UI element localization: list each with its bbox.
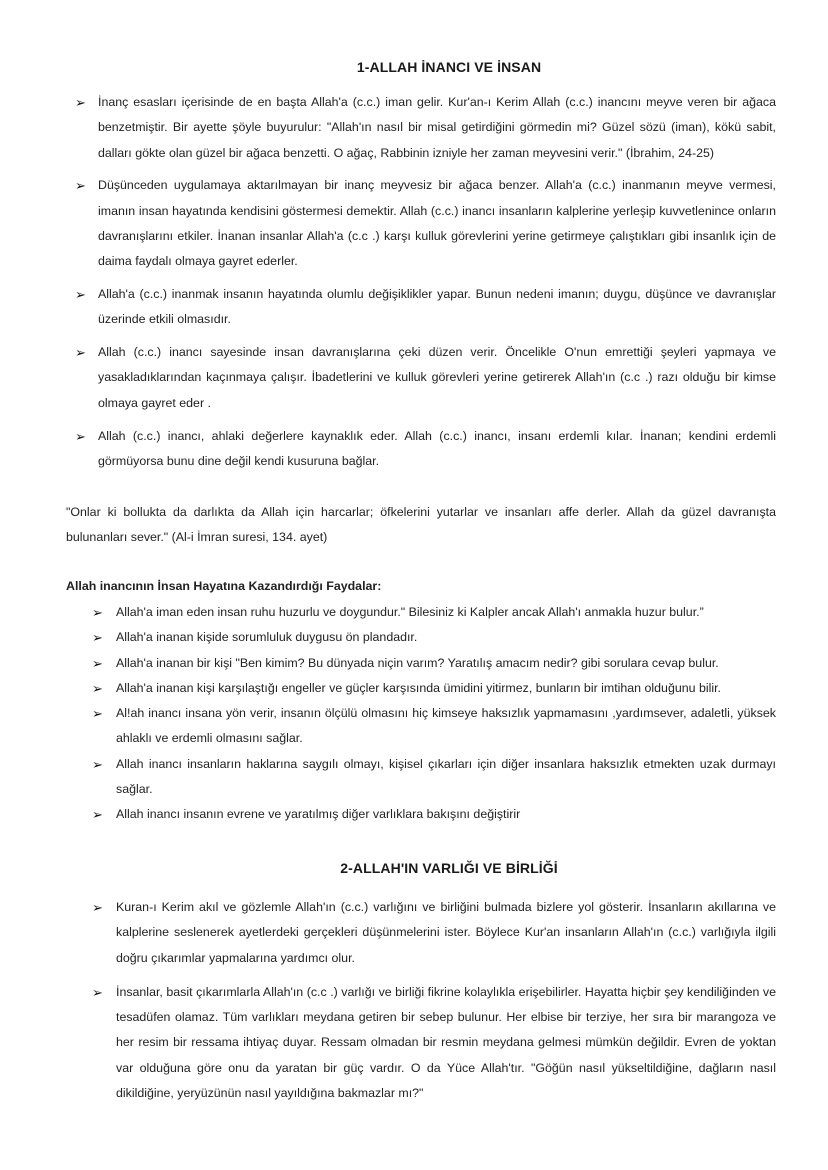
list-item xyxy=(92,600,776,625)
list-item-text: Allah'a inanan kişide sorumluluk duygusu ön plandadır. xyxy=(116,630,418,645)
list-item xyxy=(92,701,776,752)
list-item-text: Allah'a iman eden insan ruhu huzurlu ve doygundur." Bilesiniz ki Kalpler ancak Allah'ı anmakla huzur bulur.” xyxy=(116,605,704,619)
ayah-quote: "Onlar ki bollukta da darlıkta da Allah için harcarlar; öfkelerini yutarlar ve insanları affe derler. Allah da güzel davranışta bulunanları sever." (Al-i İmran suresi, 134. ayet) xyxy=(66,505,776,545)
list-item-text: Düşünceden uygulamaya aktarılmayan bir inanç meyvesiz bir ağaca benzer. Allah'a (c.c.) inanmanın meyve vermesi, imanın insan hayatında kendisini göstermesi demektir. Allah (c.c.) inancı insanların kalplerine yerleşip kuvvetlenince onların davranışlarını etkiler. İnanan insanlar Allah'a (c.c .) karşı kulluk görevlerini yerine getirmeye çalıştıkları gibi insanlık için de daima faydalı olmaya gayret ederler. xyxy=(98,178,776,269)
list-item-text: İnanç esasları içerisinde de en başta Allah'a (c.c.) iman gelir. Kur'an-ı Kerim Allah (c.c.) inancını meyve veren bir ağaca benzetmiştir. Bir ayette şöyle buyurulur: "Allah'ın nasıl bir misal getirdiğini görmedin mi? Güzel sözü (iman), kökü sabit, dalları gökte olan güzel bir ağaca benzetti. O ağaç, Rabbinin izniyle her zaman meyvesini verir." (İbrahim, 24-25) xyxy=(98,95,776,160)
list-item-text: İnsanlar, basit çıkarımlarla Allah'ın (c.c .) varlığı ve birliği fikrine kolaylıkla erişebilirler. Hayatta hiçbir şey kendiliğinden ve tesadüfen olamaz. Tüm varlıkları meydana getiren bir sebep bulunur. Her elbise bir terziye, her sıra bir marangoza ve her resim bir ressama ihtiyaç duyar. Ressam olmadan bir resmin meydana gelmesi mümkün değildir. Evren de yoktan var olduğuna göre onu da yaratan bir güç vardır. O da Yüce Allah'tır. "Göğün nasıl yükseltildiğine, dağların nasıl dikildiğine, yeryüzünün nasıl yayıldığına bakmazlar mı?" xyxy=(116,984,776,1101)
arrow-bullet-icon: ➢ xyxy=(75,287,86,303)
list-item-text: Allah'a inanan kişi karşılaştığı engeller ve güçler karşısında ümidini yitirmez, bunların bir imtihan olduğunu bilir. xyxy=(116,680,721,695)
list-item xyxy=(92,676,776,701)
list-item xyxy=(92,980,776,1106)
section-2-title: 2-ALLAH'IN VARLIĞI VE BİRLİĞİ xyxy=(340,860,558,876)
list-item xyxy=(92,802,776,827)
arrow-bullet-icon: ➢ xyxy=(92,807,103,823)
list-item xyxy=(92,625,776,650)
list-item xyxy=(75,282,776,333)
list-item xyxy=(92,895,776,971)
arrow-bullet-icon: ➢ xyxy=(75,345,86,361)
list-item-text: Allah inancı insanların haklarına saygılı olmayı, kişisel çıkarları için diğer insanlara haksızlık etmekten uzak durmayı sağlar. xyxy=(116,756,776,797)
arrow-bullet-icon: ➢ xyxy=(92,655,103,671)
arrow-bullet-icon: ➢ xyxy=(92,605,103,620)
section-1-title: 1-ALLAH İNANCI VE İNSAN xyxy=(356,59,542,75)
section-2-bullet-list xyxy=(92,895,776,1115)
list-item-text: Allah (c.c.) inancı, ahlaki değerlere kaynaklık eder. Allah (c.c.) inancı, insanı erdemli kılar. İnanan; kendini erdemli görmüyorsa bunu dine değil kendi kusuruna bağlar. xyxy=(98,428,776,468)
arrow-bullet-icon: ➢ xyxy=(92,756,103,772)
arrow-bullet-icon: ➢ xyxy=(92,630,103,646)
benefits-list xyxy=(92,600,776,828)
list-item-text: Allah inancı insanın evrene ve yaratılmış diğer varlıklara bakışını değiştirir xyxy=(116,807,521,822)
list-item xyxy=(75,90,776,166)
list-item-text: Allah'a inanan bir kişi "Ben kimim? Bu dünyada niçin varım? Yaratılış amacım nedir? gibi sorulara cevap bulur. xyxy=(116,655,719,670)
list-item-text: Al!ah inancı insana yön verir, insanın ölçülü olmasını hiç kimseye haksızlık yapmamasını ,yardımsever, adaletli, yüksek ahlaklı ve erdemli olmasını sağlar. xyxy=(116,706,776,746)
list-item xyxy=(75,340,776,416)
section-1-bullet-list xyxy=(75,90,776,482)
list-item-text: Allah (c.c.) inancı sayesinde insan davranışlarına çeki düzen verir. Öncelikle O'nun emrettiği şeyleri yapmaya ve yasakladıklarından kaçınmaya çalışır. İbadetlerini ve kulluk görevleri yerine getirerek Allah'ın (c.c .) razı olduğu bir kimse olmaya gayret eder . xyxy=(98,345,776,410)
arrow-bullet-icon: ➢ xyxy=(75,95,86,110)
arrow-bullet-icon: ➢ xyxy=(92,984,103,1000)
list-item-text: Kuran-ı Kerim akıl ve gözlemle Allah'ın (c.c.) varlığını ve birliğini bulmada bizlere yol gösterir. İnsanların akıllarına ve kalplerine seslenerek ayetlerdeki gerçekleri düşünmelerini ister. Böylece Kur'an insanların Allah'ın (c.c.) varlığıyla ilgili doğru çıkarımlar yapmalarına yardımcı olur. xyxy=(116,900,776,965)
arrow-bullet-icon: ➢ xyxy=(92,680,103,696)
arrow-bullet-icon: ➢ xyxy=(75,178,86,194)
arrow-bullet-icon: ➢ xyxy=(92,900,103,915)
benefits-heading: Allah inancının İnsan Hayatına Kazandırdığı Faydalar: xyxy=(66,579,382,593)
list-item xyxy=(75,173,776,274)
list-item-text: Allah'a (c.c.) inanmak insanın hayatında olumlu değişiklikler yapar. Bunun nedeni imanın; duygu, düşünce ve davranışlar üzerinde etkili olmasıdır. xyxy=(98,287,776,327)
list-item xyxy=(75,424,776,475)
list-item xyxy=(92,752,776,803)
arrow-bullet-icon: ➢ xyxy=(75,428,86,444)
arrow-bullet-icon: ➢ xyxy=(92,706,103,722)
list-item xyxy=(92,651,776,676)
